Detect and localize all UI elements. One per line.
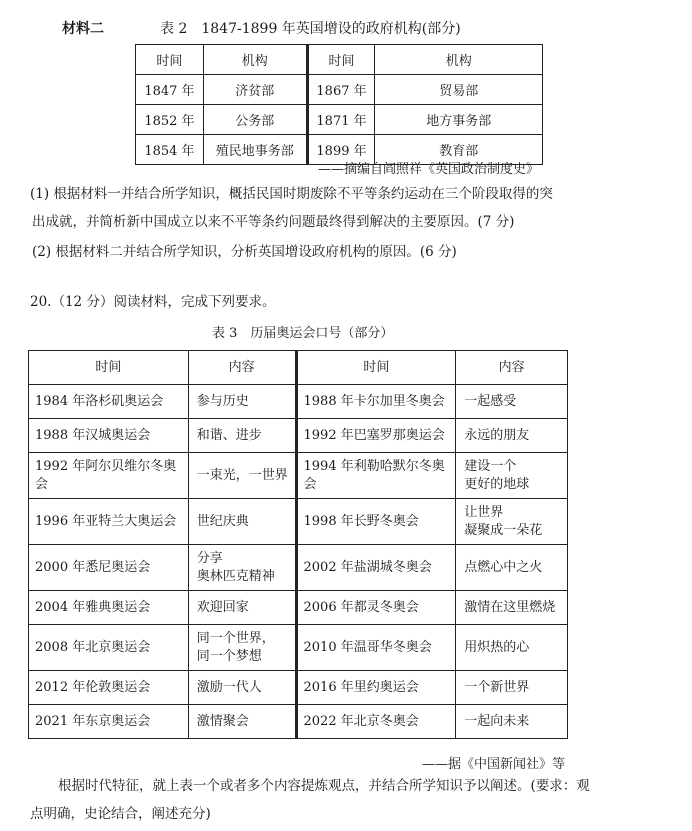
table3-content-cell: [456, 499, 568, 545]
table3-row: [29, 499, 568, 545]
table3-time-cell: 1994 年利勒哈默尔冬奥会: [296, 453, 456, 499]
table3-content-line: 点燃心中之火: [464, 559, 543, 575]
table2-cell: 贸易部: [375, 75, 543, 105]
table2-source: ——摘编自阎照祥《英国政治制度史》: [318, 162, 540, 177]
table3-row: [29, 419, 568, 453]
table3-header: 时间: [29, 351, 189, 385]
table3-content-cell: [456, 591, 568, 625]
table3-content-cell: [456, 705, 568, 739]
table3-time-cell: 1992 年巴塞罗那奥运会: [296, 419, 456, 453]
table3-content-cell: [188, 591, 296, 625]
table3-content-line: 激励一代人: [196, 679, 262, 695]
table3-row: [29, 705, 568, 739]
table3-content-line: 更好的地球: [464, 476, 530, 492]
table3-content-line: 一起感受: [464, 393, 517, 409]
table3-row: [29, 671, 568, 705]
table2-title: 表 2 1847-1899 年英国增设的政府机构(部分): [160, 21, 461, 37]
table3-time-cell: 2008 年北京奥运会: [29, 625, 189, 671]
table3-content-line: 世纪庆典: [196, 513, 249, 529]
table3-header: 时间: [296, 351, 456, 385]
table3-content-line: 永远的朋友: [464, 427, 530, 443]
table3: [28, 350, 568, 739]
table3-time-cell: 2012 年伦敦奥运会: [29, 671, 189, 705]
table2-header: 时间: [136, 45, 204, 75]
table3-content-cell: [188, 545, 296, 591]
table2-header: 时间: [307, 45, 375, 75]
table3-content-line: 凝聚成一朵花: [464, 522, 543, 538]
table3-time-cell: 1988 年卡尔加里冬奥会: [296, 385, 456, 419]
table2-row: [136, 105, 543, 135]
table2-cell: 1847 年: [136, 75, 204, 105]
table2-cell: 1854 年: [136, 135, 204, 165]
table3-content-line: 分享: [196, 550, 223, 566]
table3-time-cell: 2022 年北京冬奥会: [296, 705, 456, 739]
table3-content-cell: [188, 385, 296, 419]
table2-cell: 地方事务部: [375, 105, 543, 135]
table3-content-cell: [456, 545, 568, 591]
table3-content-cell: [456, 419, 568, 453]
table3-content-line: 同一个梦想: [196, 648, 262, 664]
table3-content-cell: [188, 671, 296, 705]
table3-content-cell: [456, 671, 568, 705]
table3-time-cell: 2002 年盐湖城冬奥会: [296, 545, 456, 591]
table2: [135, 44, 543, 165]
table2-cell: 济贫部: [203, 75, 307, 105]
table3-content-cell: [188, 419, 296, 453]
table3-content-line: 激情在这里燃烧: [464, 599, 556, 615]
table3-content-cell: [188, 453, 296, 499]
table3-source: ——据《中国新闻社》等: [422, 757, 566, 772]
table3-content-line: 一个新世界: [464, 679, 530, 695]
table3-content-line: 建设一个: [464, 458, 517, 474]
table3-time-cell: 1996 年亚特兰大奥运会: [29, 499, 189, 545]
table3-header: 内容: [456, 351, 568, 385]
table3-content-line: 一起向未来: [464, 713, 530, 729]
table2-cell: 1899 年: [307, 135, 375, 165]
table3-content-cell: [456, 625, 568, 671]
question-1-line2: 出成就，并简析新中国成立以来不平等条约问题最终得到解决的主要原因。(7 分): [32, 214, 515, 230]
table2-cell: 公务部: [203, 105, 307, 135]
table3-row: [29, 385, 568, 419]
table3-content-line: 让世界: [464, 504, 504, 520]
table2-header: 机构: [203, 45, 307, 75]
table3-time-cell: 2010 年温哥华冬奥会: [296, 625, 456, 671]
table3-content-line: 和谐、进步: [196, 427, 262, 443]
table3-time-cell: 2016 年里约奥运会: [296, 671, 456, 705]
table3-content-line: 激情聚会: [196, 713, 249, 729]
table3-content-line: 参与历史: [196, 393, 249, 409]
table3-title: 表 3 历届奥运会口号（部分）: [212, 326, 394, 341]
table3-row: [29, 453, 568, 499]
table3-time-cell: 1984 年洛杉矶奥运会: [29, 385, 189, 419]
table3-header: 内容: [188, 351, 296, 385]
table3-time-cell: 2004 年雅典奥运会: [29, 591, 189, 625]
q20-prompt-line1: 根据时代特征，就上表一个或者多个内容提炼观点，并结合所学知识予以阐述。(要求：观: [58, 778, 590, 794]
table3-content-cell: [456, 385, 568, 419]
table3-row: [29, 545, 568, 591]
table3-row: [29, 591, 568, 625]
table3-time-cell: 1988 年汉城奥运会: [29, 419, 189, 453]
table2-cell: 1852 年: [136, 105, 204, 135]
table2-row: [136, 75, 543, 105]
table3-time-cell: 2006 年都灵冬奥会: [296, 591, 456, 625]
table3-header-row: [29, 351, 568, 385]
table3-content-cell: [188, 705, 296, 739]
table3-time-cell: 1992 年阿尔贝维尔冬奥会: [29, 453, 189, 499]
table2-cell: 殖民地事务部: [203, 135, 307, 165]
table3-row: [29, 625, 568, 671]
table2-cell: 1867 年: [307, 75, 375, 105]
material-label: 材料二: [62, 21, 104, 37]
table2-header-row: [136, 45, 543, 75]
table3-content-line: 奥林匹克精神: [196, 568, 275, 584]
table3-time-cell: 1998 年长野冬奥会: [296, 499, 456, 545]
table2-cell: 1871 年: [307, 105, 375, 135]
table3-content-cell: [456, 453, 568, 499]
table3-content-line: 一束光，一世界: [196, 467, 288, 483]
table3-time-cell: 2000 年悉尼奥运会: [29, 545, 189, 591]
question-2: (2) 根据材料二并结合所学知识，分析英国增设政府机构的原因。(6 分): [32, 244, 457, 260]
table3-content-line: 用炽热的心: [464, 639, 530, 655]
table3-content-cell: [188, 625, 296, 671]
question-1-line1: (1) 根据材料一并结合所学知识，概括民国时期废除不平等条约运动在三个阶段取得的突: [30, 186, 553, 202]
q20-heading: 20.（12 分）阅读材料，完成下列要求。: [30, 294, 276, 310]
table2-cell: 教育部: [375, 135, 543, 165]
table3-content-line: 同一个世界，: [196, 630, 275, 646]
table3-time-cell: 2021 年东京奥运会: [29, 705, 189, 739]
q20-prompt-line2: 点明确，史论结合，阐述充分): [30, 806, 211, 822]
table2-header: 机构: [375, 45, 543, 75]
table3-content-line: 欢迎回家: [196, 599, 249, 615]
table3-content-cell: [188, 499, 296, 545]
